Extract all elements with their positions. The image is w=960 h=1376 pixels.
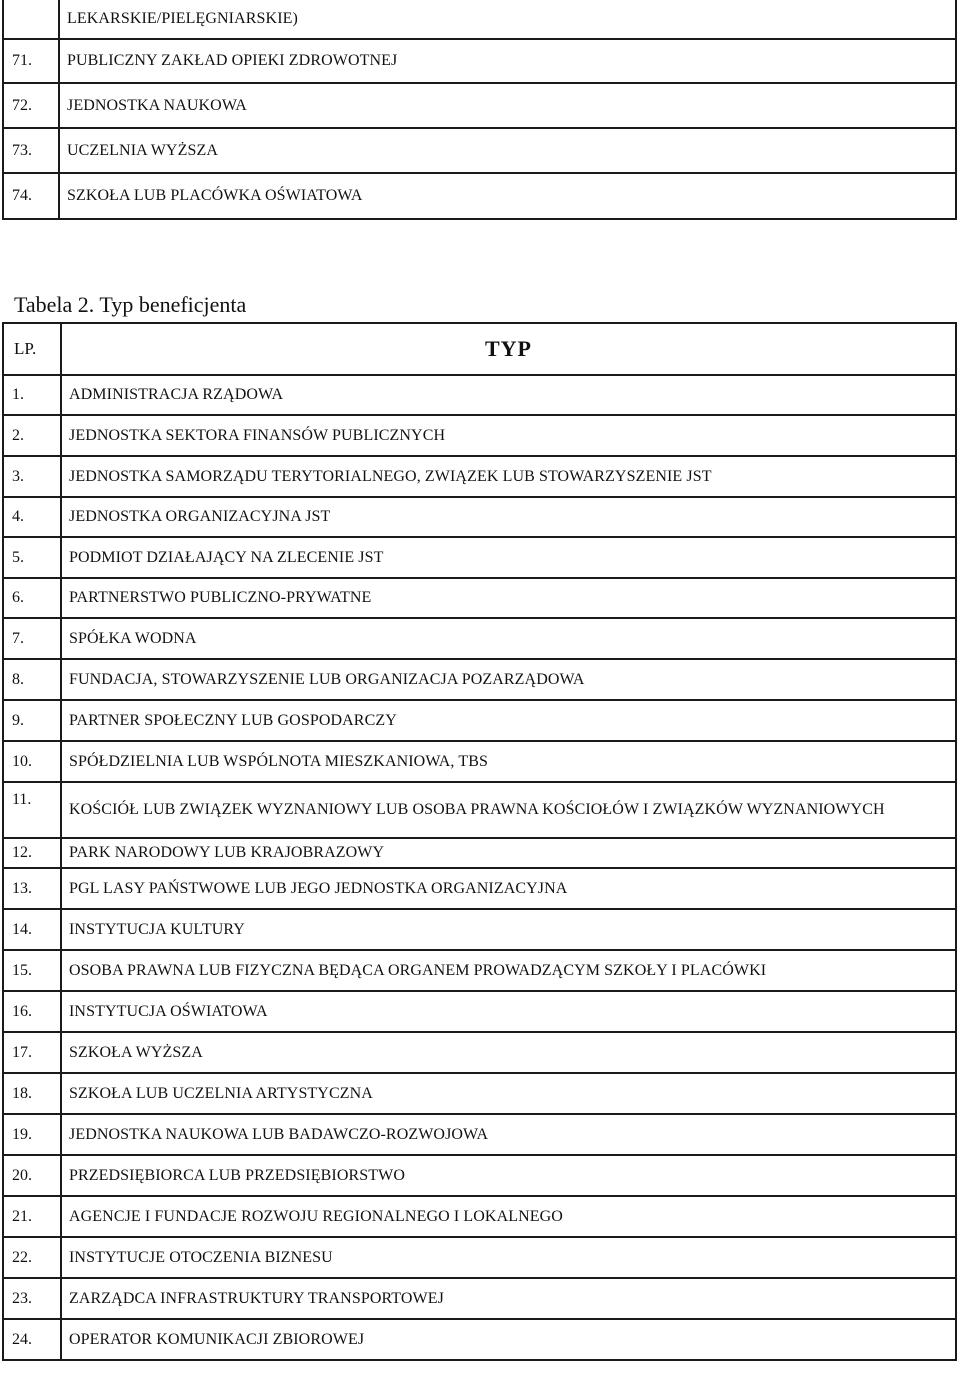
- row-label: SPÓŁKA WODNA: [61, 618, 956, 659]
- row-label: ZARZĄDCA INFRASTRUKTURY TRANSPORTOWEJ: [61, 1278, 956, 1319]
- table-row: [3, 83, 956, 128]
- table-row: [3, 497, 956, 537]
- row-number: 9.: [3, 700, 61, 741]
- row-label: FUNDACJA, STOWARZYSZENIE LUB ORGANIZACJA POZARZĄDOWA: [61, 659, 956, 700]
- row-number: 15.: [3, 950, 61, 991]
- row-number: 7.: [3, 618, 61, 659]
- row-number: 8.: [3, 659, 61, 700]
- row-label: INSTYTUCJE OTOCZENIA BIZNESU: [61, 1237, 956, 1278]
- row-label: INSTYTUCJA KULTURY: [61, 909, 956, 950]
- row-number: 21.: [3, 1196, 61, 1237]
- table-header-row: [3, 323, 956, 375]
- beneficiary-type-table: [2, 322, 957, 1361]
- row-label: OSOBA PRAWNA LUB FIZYCZNA BĘDĄCA ORGANEM PROWADZĄCYM SZKOŁY I PLACÓWKI: [61, 950, 956, 991]
- row-label: SZKOŁA WYŻSZA: [61, 1032, 956, 1073]
- row-number: 24.: [3, 1319, 61, 1360]
- row-label: JEDNOSTKA ORGANIZACYJNA JST: [61, 497, 956, 537]
- table-row: [3, 1278, 956, 1319]
- row-number: 1.: [3, 375, 61, 415]
- table-row: [3, 1073, 956, 1114]
- row-number: 19.: [3, 1114, 61, 1155]
- row-label: JEDNOSTKA SEKTORA FINANSÓW PUBLICZNYCH: [61, 415, 956, 456]
- table-row: [3, 375, 956, 415]
- row-number: 71.: [3, 39, 59, 83]
- row-number: [3, 0, 59, 39]
- table-row: [3, 741, 956, 782]
- table-row: [3, 415, 956, 456]
- row-label: PARK NARODOWY LUB KRAJOBRAZOWY: [61, 838, 956, 868]
- table-row: [3, 1237, 956, 1278]
- table-caption: Tabela 2. Typ beneficjenta: [14, 292, 247, 317]
- table-row: [3, 1114, 956, 1155]
- table-row: [3, 1155, 956, 1196]
- row-label: UCZELNIA WYŻSZA: [59, 128, 956, 173]
- row-label: PARTNERSTWO PUBLICZNO-PRYWATNE: [61, 578, 956, 618]
- row-number: 14.: [3, 909, 61, 950]
- row-label: JEDNOSTKA NAUKOWA LUB BADAWCZO-ROZWOJOWA: [61, 1114, 956, 1155]
- row-label: SZKOŁA LUB PLACÓWKA OŚWIATOWA: [59, 173, 956, 219]
- row-number: 74.: [3, 173, 59, 219]
- header-typ: TYP: [61, 323, 956, 375]
- row-label: KOŚCIÓŁ LUB ZWIĄZEK WYZNANIOWY LUB OSOBA PRAWNA KOŚCIOŁÓW I ZWIĄZKÓW WYZNANIOWYCH: [61, 782, 956, 838]
- row-label: PODMIOT DZIAŁAJĄCY NA ZLECENIE JST: [61, 537, 956, 578]
- row-number: 23.: [3, 1278, 61, 1319]
- table-row: [3, 173, 956, 219]
- row-label: SZKOŁA LUB UCZELNIA ARTYSTYCZNA: [61, 1073, 956, 1114]
- row-label: JEDNOSTKA SAMORZĄDU TERYTORIALNEGO, ZWIĄZEK LUB STOWARZYSZENIE JST: [61, 456, 956, 497]
- row-number: 10.: [3, 741, 61, 782]
- table-row: [3, 1319, 956, 1360]
- table-row: [3, 39, 956, 83]
- row-number: 6.: [3, 578, 61, 618]
- table-row: [3, 128, 956, 173]
- table-row: [3, 578, 956, 618]
- row-label: PARTNER SPOŁECZNY LUB GOSPODARCZY: [61, 700, 956, 741]
- row-label: AGENCJE I FUNDACJE ROZWOJU REGIONALNEGO I LOKALNEGO: [61, 1196, 956, 1237]
- continued-table: [2, 0, 957, 220]
- table-row: [3, 868, 956, 909]
- table-row: [3, 537, 956, 578]
- row-number: 13.: [3, 868, 61, 909]
- header-lp: LP.: [3, 323, 61, 375]
- row-number: 12.: [3, 838, 61, 868]
- table-row: [3, 838, 956, 868]
- row-number: 73.: [3, 128, 59, 173]
- row-number: 11.: [3, 782, 61, 838]
- row-label: PUBLICZNY ZAKŁAD OPIEKI ZDROWOTNEJ: [59, 39, 956, 83]
- row-number: 17.: [3, 1032, 61, 1073]
- row-label: PGL LASY PAŃSTWOWE LUB JEGO JEDNOSTKA ORGANIZACYJNA: [61, 868, 956, 909]
- table-row: [3, 950, 956, 991]
- table-row: [3, 659, 956, 700]
- table-row: [3, 456, 956, 497]
- row-label: JEDNOSTKA NAUKOWA: [59, 83, 956, 128]
- row-label: ADMINISTRACJA RZĄDOWA: [61, 375, 956, 415]
- row-number: 4.: [3, 497, 61, 537]
- row-number: 3.: [3, 456, 61, 497]
- table-row: [3, 782, 956, 838]
- row-number: 72.: [3, 83, 59, 128]
- row-label: PRZEDSIĘBIORCA LUB PRZEDSIĘBIORSTWO: [61, 1155, 956, 1196]
- row-number: 20.: [3, 1155, 61, 1196]
- table-row: [3, 618, 956, 659]
- row-number: 5.: [3, 537, 61, 578]
- table-row: [3, 1196, 956, 1237]
- row-number: 18.: [3, 1073, 61, 1114]
- row-label: INSTYTUCJA OŚWIATOWA: [61, 991, 956, 1032]
- row-number: 22.: [3, 1237, 61, 1278]
- row-label: LEKARSKIE/PIELĘGNIARSKIE): [59, 0, 956, 39]
- row-label: OPERATOR KOMUNIKACJI ZBIOROWEJ: [61, 1319, 956, 1360]
- table-row: [3, 0, 956, 39]
- row-number: 2.: [3, 415, 61, 456]
- table-row: [3, 991, 956, 1032]
- table-row: [3, 909, 956, 950]
- table-row: [3, 1032, 956, 1073]
- row-label: SPÓŁDZIELNIA LUB WSPÓLNOTA MIESZKANIOWA, TBS: [61, 741, 956, 782]
- table-row: [3, 700, 956, 741]
- row-number: 16.: [3, 991, 61, 1032]
